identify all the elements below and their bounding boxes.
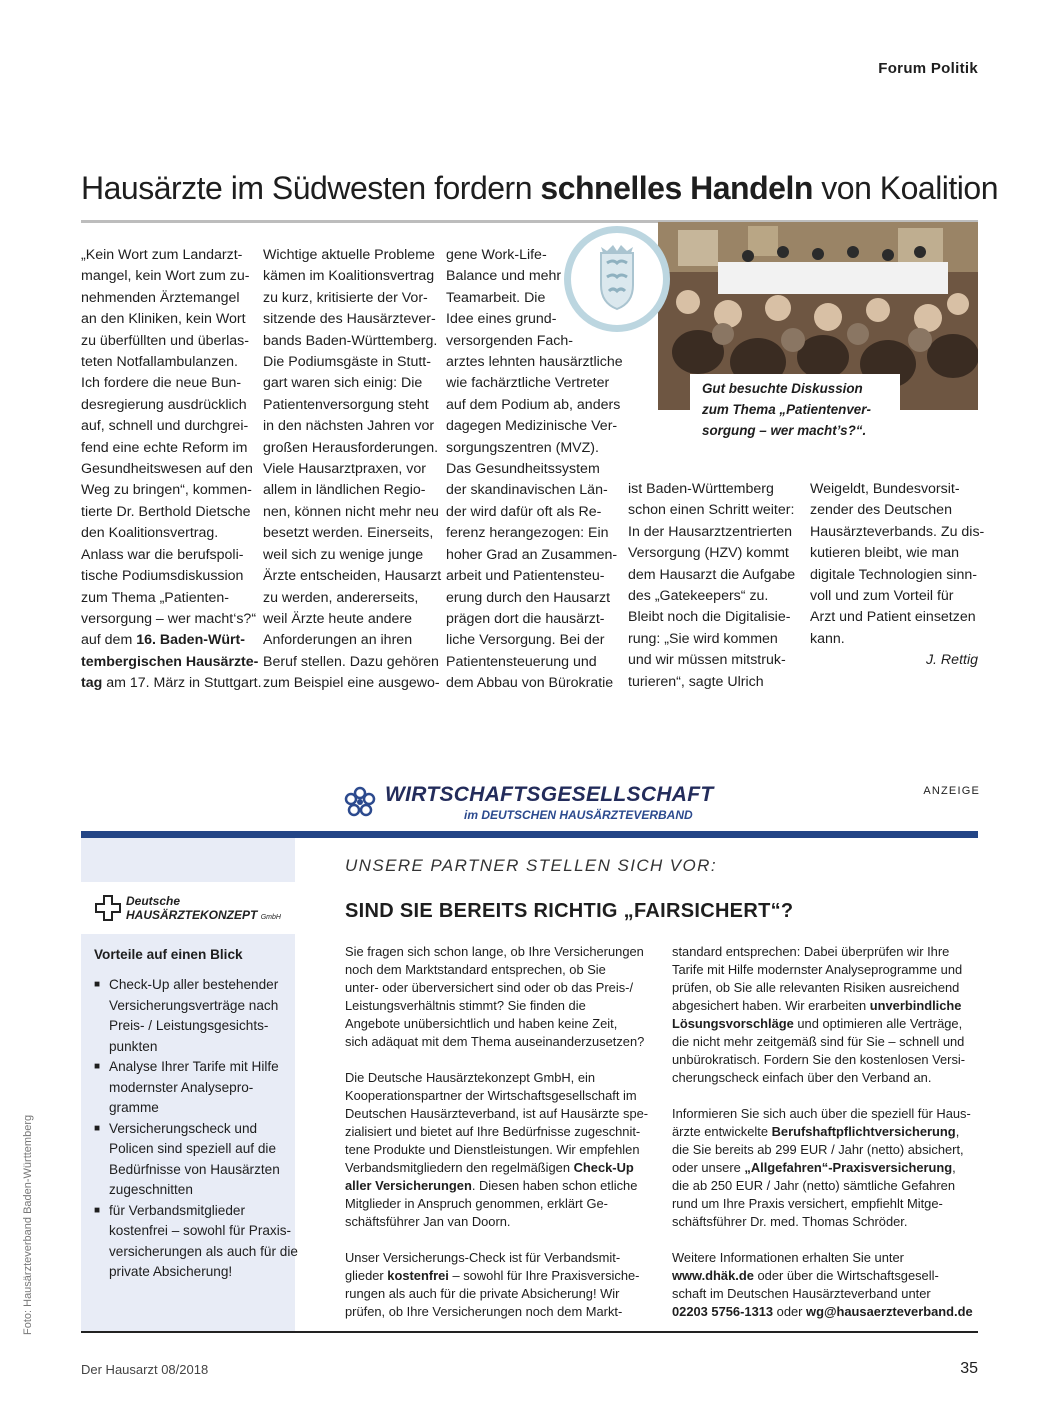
ad-column-2: standard entsprechen: Dabei überprüfen wir Ihre Tarife mit Hilfe modernster Analyseprogramme und prüfen, ob Sie alle relevanten Risiken ausreichend abgesichert haben. Wir erarbeiten unverbindliche Lösungsvorschläge und optimieren alle Verträge, die nicht mehr zeitgemäß sind für Sie – schnell und unbürokratisch. Fordern Sie den kostenlosen Versi- cherungscheck einfach über den Verband an. Informieren Sie sich auch über die speziell für Haus- ärzte entwickelte Berufshaftpflichtversicherung, die Sie bereits ab 299 EUR / Jahr (netto) absichert, oder unsere „Allgefahren“-Praxisversicherung, die ab 250 EUR / Jahr (netto) sämtliche Gefahren rund um Ihre Praxis versichert, empfiehlt Mitge- schäftsführer Dr. med. Thomas Schröder. Weitere Informationen erhalten Sie unter www.dhäk.de oder über die Wirtschaftsgesell- schaft im Deutschen Hausärzteverband unter 02203 5756-1313 oder wg@hausaerzteverband.de bbox=[672, 944, 973, 1319]
cross-logo-icon bbox=[94, 894, 122, 927]
list-item: ■ Versicherungscheck und Policen sind speziell auf die Bedürfnisse von Hausärzten zugeschnitten bbox=[94, 1119, 294, 1201]
list-item: ■ Analyse Ihrer Tarife mit Hilfe modernster Analysepro- gramme bbox=[94, 1057, 294, 1119]
website-link[interactable]: www.dhäk.de bbox=[672, 1268, 754, 1283]
partner-heading: UNSERE PARTNER STELLEN SICH VOR: bbox=[345, 856, 717, 875]
section-label: Forum Politik bbox=[878, 60, 978, 77]
org-title: WIRTSCHAFTSGESELLSCHAFT bbox=[385, 783, 714, 806]
article-column-3: gene Work-Life- Balance und mehr Teamarbeit. Die Idee eines grund- versorgenden Fach- arztes lehnten hausärztliche wie fachärztliche Vertreter auf dem Podium ab, anders dagegen Medizinische Ver- sorgungszentren (MVZ). Das Gesundheitssystem der skandinavischen Län- der wird dafür oft als Re- ferenz herangezogen: Ein hoher Grad an Zusammen- arbeit und Patientensteu- erung durch den Hausarzt prägen dort die hausärzt- liche Versorgung. Bei der Patientensteuerung und dem Abbau von Bürokratie bbox=[446, 247, 623, 692]
email-link[interactable]: wg@hausaerzteverband.de bbox=[806, 1304, 973, 1319]
page-number: 35 bbox=[960, 1360, 978, 1377]
benefits-list bbox=[94, 975, 298, 1283]
list-item: ■ für Verbandsmitglieder kostenfrei – sowohl für Praxis- versicherungen als auch für die private Absicherung! bbox=[94, 1201, 294, 1283]
org-subtitle: im DEUTSCHEN HAUSÄRZTEVERBAND bbox=[464, 808, 693, 822]
photo-caption: Gut besuchte Diskussion zum Thema „Patientenver- sorgung – wer macht’s?“. bbox=[690, 374, 900, 447]
ad-bottom-rule bbox=[81, 1331, 978, 1333]
article-column-5: Weigeldt, Bundesvorsit- zender des Deutschen Hausärzteverbands. Zu dis- kutieren bleibt, wie man digitale Technologien sinn- voll und zum Vorteil für Arzt und Patient einsetzen kann. J. Rettig bbox=[810, 479, 980, 672]
phone-number[interactable]: 02203 5756-1313 bbox=[672, 1304, 774, 1319]
author-signature: J. Rettig bbox=[925, 652, 978, 669]
company-name-line1: Deutsche bbox=[126, 894, 181, 908]
ad-top-rule bbox=[81, 831, 978, 838]
headline: Hausärzte im Südwesten fordern schnelles Handeln von Koalition bbox=[81, 170, 998, 206]
ad-headline: SIND SIE BEREITS RICHTIG „FAIRSICHERT“? bbox=[345, 900, 794, 922]
list-item: ■ Check-Up aller bestehender Versicherungsverträge nach Preis- / Leistungsgesichts- punkten bbox=[94, 975, 294, 1057]
article-column-4: ist Baden-Württemberg schon einen Schritt weiter: In der Hausarztzentrierten Versorgung (HZV) kommt dem Hausarzt die Aufgabe des „Gatekeepers“ zu. Bleibt noch die Digitalisie- rung: „Sie wird kommen und wir müssen mitstruk- turieren“, sagte Ulrich bbox=[628, 481, 796, 690]
article-column-1: „Kein Wort zum Landarzt- mangel, kein Wort zum zu- nehmenden Ärztemangel an den Kliniken, kein Wort zu überfüllten und überlas- teten Notfallambulanzen. Ich fordere die neue Bun- desregierung ausdrücklich auf, schnell und durchgrei- fend eine echte Reform im Gesundheitswesen auf den Weg zu bringen“, kommen- tierte Dr. Berthold Dietsche den Koalitionsvertrag. Anlass war die berufspoli- tische Podiumsdiskussion zum Thema „Patienten- versorgung – wer macht‘s?“ auf dem 16. Baden-Würt- tembergischen Hausärzte- tag am 17. März in Stuttgart. bbox=[81, 247, 262, 692]
publication-footer: Der Hausarzt 08/2018 bbox=[81, 1362, 209, 1377]
flower-logo-icon bbox=[340, 783, 380, 828]
article-column-2: Wichtige aktuelle Probleme kämen im Koalitionsvertrag zu kurz, kritisierte der Vor- sitzende des Hausärztever- bands Baden-Württemberg. Die Podiumsgäste in Stutt- gart waren sich einig: Die Patientenversorgung steht in den nächsten Jahren vor großen Herausforderungen. Viele Hausarztpraxen, vor allem in ländlichen Regio- nen, können nicht mehr neu besetzt werden. Einerseits, weil sich zu wenige junge Ärzte entscheiden, Hausarzt zu werden, andererseits, weil Ärzte heute andere Anforderungen an ihren Beruf stellen. Dazu gehören zum Beispiel eine ausgewo- bbox=[263, 247, 442, 692]
company-name-line2: HAUSÄRZTEKONZEPT GmbH bbox=[126, 908, 281, 922]
photo-credit: Foto: Hausärzteverband Baden-Württemberg bbox=[22, 1114, 34, 1335]
ad-column-1: Sie fragen sich schon lange, ob Ihre Versicherungen noch dem Marktstandard entsprechen, ob Sie unter- oder überversichert sind oder ob das Preis-/ Leistungsverhältnis stimmt? Sie finden die Angebote unübersichtlich und haben keine Zeit, sich adäquat mit dem Thema auseinanderzusetzen? Die Deutsche Hausärztekonzept GmbH, ein Kooperationspartner der Wirtschaftsgesellschaft im Deutschen Hausärzteverband, ist auf Hausärzte spe- zialisiert und bietet auf Ihre Bedürfnisse zugeschnit- tene Produkte und Dienstleistungen. Wir empfehlen Verbandsmitgliedern den regelmäßigen Check-Up aller Versicherungen. Diesen haben schon etliche Mitglieder in Anspruch genommen, erklärt Ge- schäftsführer Jan van Doorn. Unser Versicherungs-Check ist für Verbandsmit- glieder kostenfrei – sowohl für Ihre Praxisversiche- rungen als auch für die private Absicherung! Wir prüfen, ob Ihre Versicherungen noch dem Markt- bbox=[345, 944, 649, 1319]
ad-label: ANZEIGE bbox=[923, 785, 980, 797]
benefits-title: Vorteile auf einen Blick bbox=[94, 947, 243, 962]
